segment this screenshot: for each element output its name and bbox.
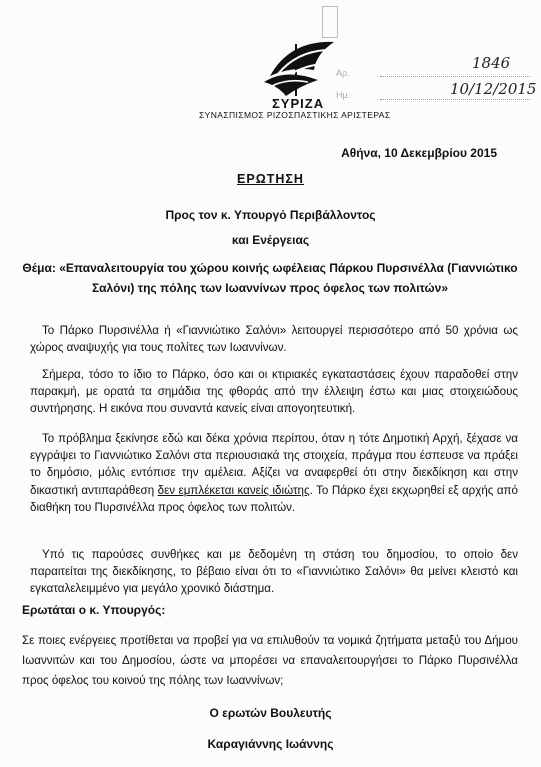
stamp-corner-box (322, 6, 338, 38)
paragraph-3-text-b: . Το Πάρκο έχει εκχωρηθεί εξ αρχής από διαθήκη του Πυρσινέλλα προς όφελος των πολιτών. (30, 483, 518, 514)
recipient-line-2: και Ενέργειας (231, 233, 310, 247)
protocol-date: 10/12/2015 (450, 80, 537, 98)
signature-role: Ο ερωτών Βουλευτής (209, 706, 332, 720)
body-paragraph-3 (30, 430, 518, 516)
party-full-name: ΣΥΝΑΣΠΙΣΜΟΣ ΡΙΖΟΣΠΑΣΤΙΚΗΣ ΑΡΙΣΤΕΡΑΣ (199, 110, 391, 120)
underlined-phrase: δεν εμπλέκεται κανείς ιδιώτης (157, 483, 310, 497)
body-paragraph-4: Υπό τις παρούσες συνθήκες και με δεδομένη τη στάση του δημοσίου, το οποίο δεν παραιτείται της διεκδίκησης, το βέβαιο είναι ότι το «Γιαννιώτικο Σαλόνι» θα μείνει κλειστό και εγκαταλελειμμένο για μεγάλο χρονικό διάστημα. (30, 548, 518, 596)
stamp-date-line (380, 99, 530, 100)
protocol-stamp (322, 6, 536, 112)
stamp-number-label: Αρ. (336, 68, 350, 78)
protocol-number: 1846 (472, 54, 511, 72)
stamp-date-label: Ημ. (336, 90, 351, 100)
stamp-number-line (380, 76, 530, 77)
body-paragraph-2: Σήμερα, τόσο το ίδιο το Πάρκο, όσο και οι κτιριακές εγκαταστάσεις έχουν παραδοθεί στην παρακμή, με ορατά τα σημάδια της φθοράς από την έλλειψη έστω και μιας στοιχειώδους συντήρησης. Η εικόνα που συναντά κανείς είναι απογοητευτική. (30, 368, 518, 416)
question-heading: Ερωτάται ο κ. Υπουργός: (22, 603, 166, 617)
question-text: Σε ποιες ενέργειες προτίθεται να προβεί για να επιλυθούν τα νομικά ζητήματα μεταξύ του Δήμου Ιωαννιτών και του Δημοσίου, ώστε να μπορέσει να επαναλειτουργήσει το Πάρκο Πυρσινέλλα προς όφελος του κοινού της πόλης των Ιωαννίνων; (22, 634, 518, 687)
paragraph-3-text-a: Το πρόβλημα ξεκίνησε εδώ και δέκα χρόνια περίπου, όταν η τότε Δημοτική Αρχή, ξέχασε να εγγράψει το Γιαννιώτικο Σαλόνι στα περιουσιακά της στοιχεία, πράγμα που έσπευσε να πράξει το δημόσιο, μόλις εντόπισε την αμέλεια. Αξίζει να αναφερθεί ότι στην διεκδίκηση και στην δικαστική αντιπαράθεση (30, 432, 518, 497)
document-title: ΕΡΩΤΗΣΗ (237, 172, 304, 186)
body-paragraph-1: Το Πάρκο Πυρσινέλλα ή «Γιαννιώτικο Σαλόνι» λειτουργεί περισσότερο από 50 χρόνια ως χώρος αναψυχής για τους πολίτες των Ιωαννίνων. (30, 324, 518, 355)
party-name: ΣΥΡΙΖΑ (272, 96, 325, 111)
subject: Θέμα: «Επαναλειτουργία του χώρου κοινής ωφέλειας Πάρκου Πυρσινέλλα (Γιαννιώτικο Σαλόνι) της πόλης των Ιωαννίνων προς όφελος των πολιτών» (22, 261, 518, 295)
signature-name: Καραγιάννης Ιωάννης (207, 737, 334, 751)
recipient-line-1: Προς τον κ. Υπουργό Περιβάλλοντος (165, 208, 376, 222)
document-date: Αθήνα, 10 Δεκεμβρίου 2015 (341, 146, 497, 160)
